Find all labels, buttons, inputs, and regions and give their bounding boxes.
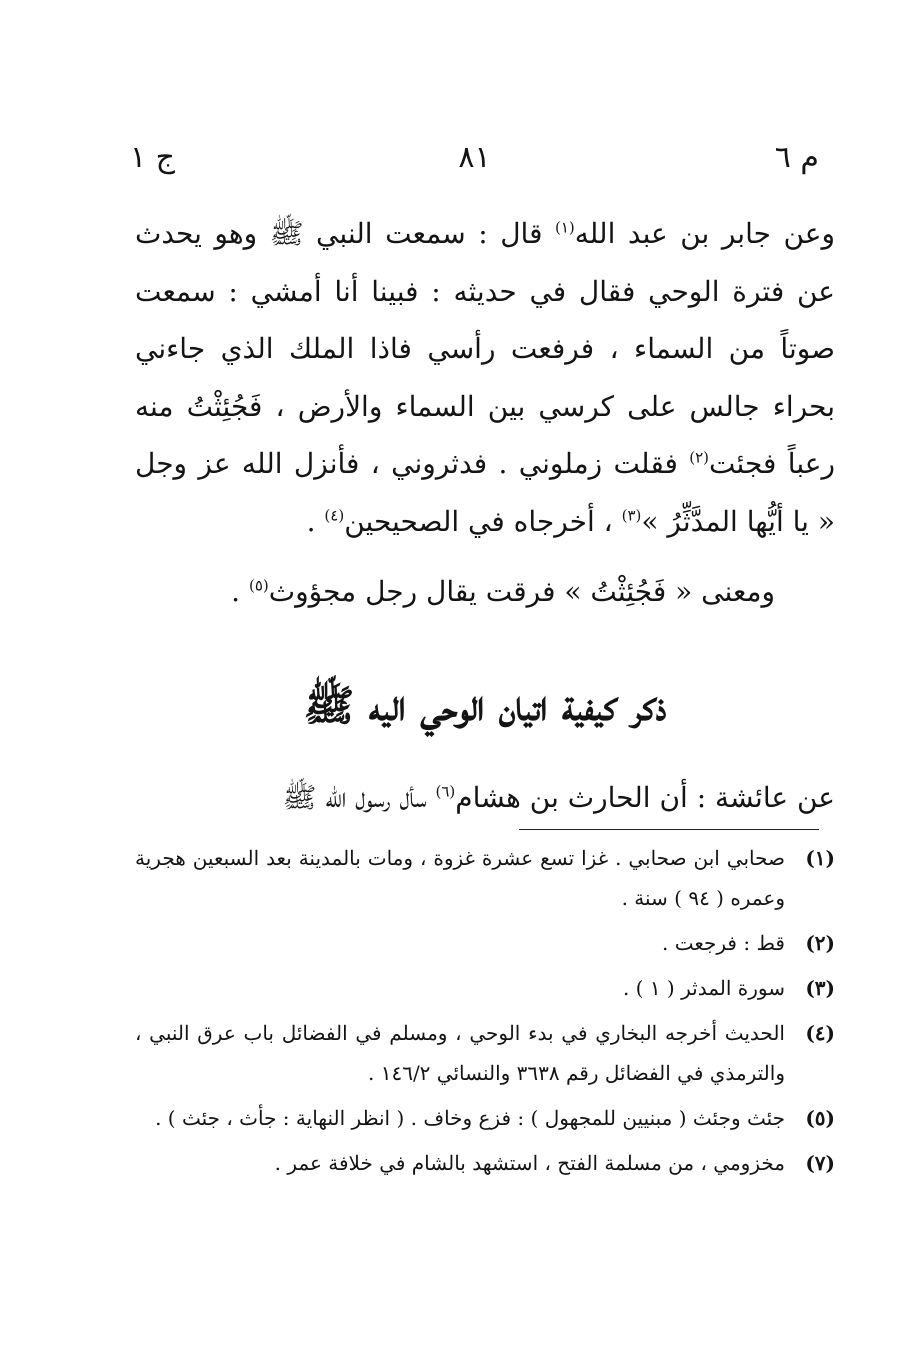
footnote-text: مخزومي ، من مسلمة الفتح ، استشهد بالشام في خلافة عمر . <box>274 1151 785 1175</box>
paragraph-word-meaning <box>135 564 835 620</box>
footnote-text: جئث وجئث ( مبنيين للمجهول ) : فزع وخاف . ( انظر النهاية : جأث ، جئث ) . <box>155 1106 785 1130</box>
text-segment: ، أخرجاه في الصحيحين <box>344 504 622 538</box>
text-segment: قال : سمعت النبي ﷺ وهو يحدث عن فترة الوحي فقال في حديثه : فبينا أنا أمشي : سمعت صوتاً من السماء ، فرفعت رأسي فاذا الملك الذي جاءني بحراء جالس على كرسي بين السماء والأرض ، فَجُئِثْتُ منه رعباً فجئت <box>135 217 835 480</box>
section-heading: ذكر كيفية اتيان الوحي اليه ﷺ <box>303 681 667 730</box>
footnote-ref: (٦) <box>435 782 456 801</box>
footnote-item <box>135 1143 835 1183</box>
footnote-number: (٤) <box>805 1021 835 1045</box>
footnote-item <box>135 1098 835 1138</box>
footnote-ref: (٤) <box>324 506 345 525</box>
footnote-text: الحديث أخرجه البخاري في بدء الوحي ، ومسلم في الفضائل باب عرق النبي ، والترمذي في الفضائل رقم ٣٦٣٨ والنسائي ١٤٦/٢ . <box>135 1021 785 1085</box>
footnote-item <box>135 923 835 963</box>
text-segment: ومعنى « فَجُئِثْتُ » فرقت يقال رجل مجؤوث <box>268 575 775 608</box>
footnote-number: (٣) <box>805 976 835 1000</box>
footnote-item <box>135 968 835 1008</box>
text-segment: . <box>306 504 325 538</box>
main-text <box>135 205 835 828</box>
footnote-number: (١) <box>805 846 835 870</box>
text-segment: فقلت زملوني . فدثروني ، فأنزل الله عز وجل « يا أيُّها المدَّثِّرُ » <box>135 447 835 538</box>
text-segment: . <box>231 575 249 608</box>
footnote-divider <box>519 829 819 830</box>
footnote-ref: (١) <box>554 218 575 237</box>
footnote-item <box>135 838 835 918</box>
footnote-number: (٥) <box>805 1106 835 1130</box>
footnote-text: صحابي ابن صحابي . غزا تسع عشرة غزوة ، ومات بالمدينة بعد السبعين هجرية وعمره ( ٩٤ ) سنة . <box>135 846 785 910</box>
footnote-item <box>135 1013 835 1093</box>
footnote-ref: (٣) <box>621 506 642 525</box>
text-segment: سأل رسول الله ﷺ <box>282 781 436 814</box>
paragraph-jabir-hadith <box>135 205 835 550</box>
footnote-number: (٧) <box>805 1151 835 1175</box>
footnote-text: سورة المدثر ( ١ ) . <box>622 976 785 1000</box>
page-number: ٨١ <box>458 140 491 175</box>
header-part-mark: ج ١ <box>130 140 176 175</box>
header-volume-mark: م ٦ <box>774 140 819 175</box>
footnote-ref: (٥) <box>248 576 269 595</box>
text-segment: عن عائشة : أن الحارث بن هشام <box>455 781 835 814</box>
text-segment: وعن جابر بن عبد الله <box>574 217 835 250</box>
footnotes-list <box>135 838 835 1188</box>
page-header <box>130 138 819 178</box>
footnote-number: (٢) <box>805 931 835 955</box>
paragraph-ayesha-hadith <box>135 768 835 828</box>
footnote-ref: (٢) <box>689 448 710 467</box>
footnote-text: قط : فرجعت . <box>662 931 785 955</box>
